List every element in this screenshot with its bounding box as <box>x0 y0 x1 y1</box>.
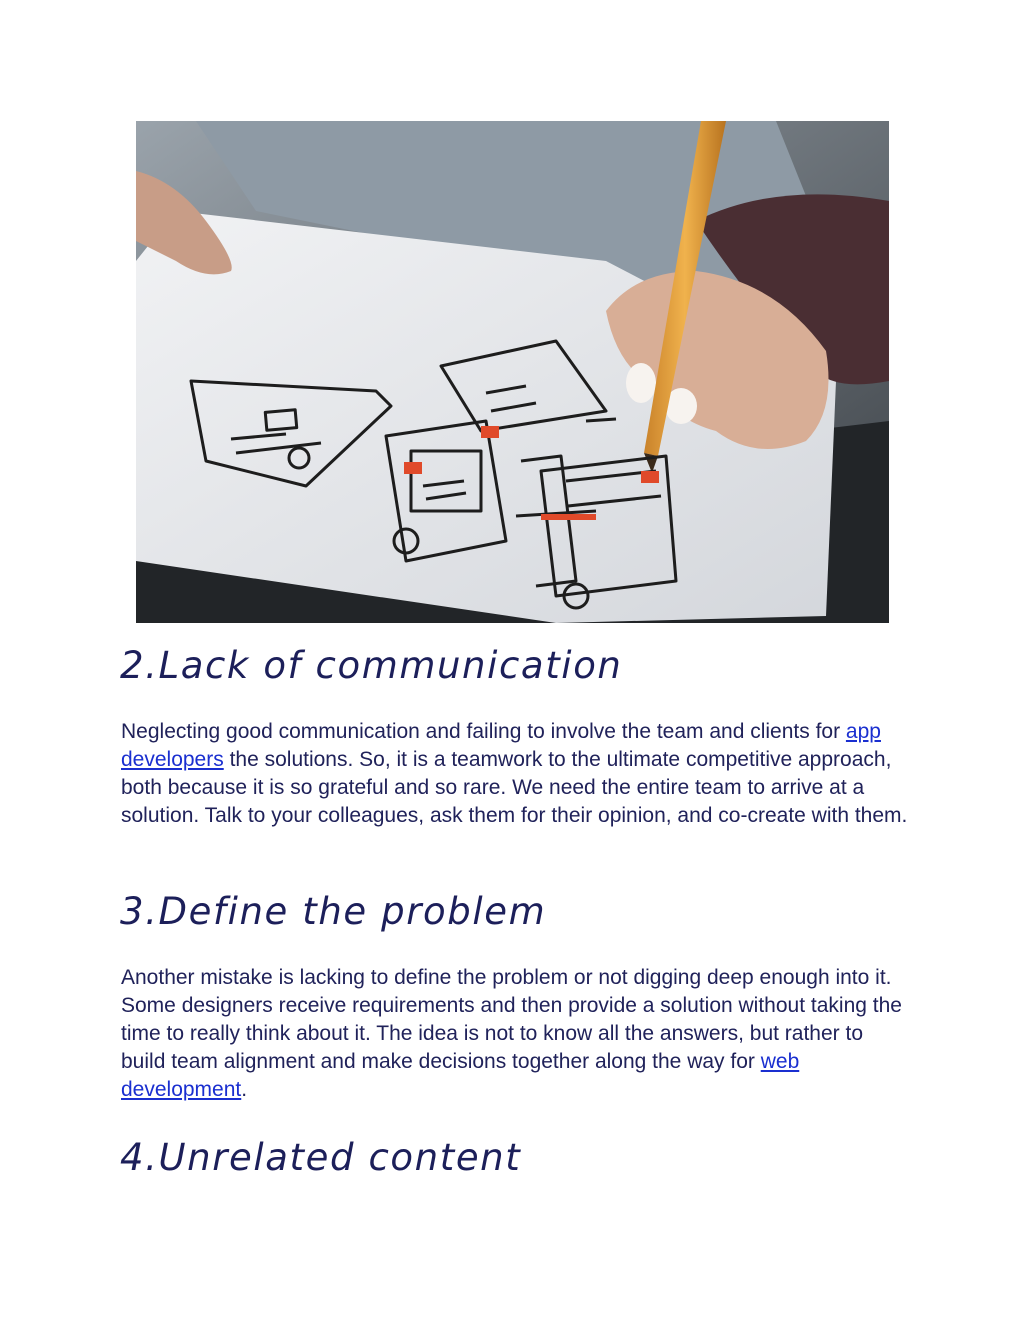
paragraph-text: Another mistake is lacking to define the problem or not digging deep enough into it. Some designers receive requirements and then provide a solution without taking the time to really think about it. The idea is not to know all the answers, but rather to build team alignment and make decisions together along the way for <box>121 966 902 1073</box>
section-paragraph-define-the-problem <box>121 964 911 1104</box>
section-heading-lack-of-communication: 2.Lack of communication <box>120 644 623 687</box>
wireframe-sketch-photo <box>136 121 889 623</box>
section-heading-unrelated-content: 4.Unrelated content <box>120 1136 522 1179</box>
paragraph-text: Neglecting good communication and failing to involve the team and clients for <box>121 720 846 743</box>
paragraph-text: the solutions. So, it is a teamwork to the ultimate competitive approach, both because it is so grateful and so rare. We need the entire team to arrive at a solution. Talk to your colleagues, ask them for their opinion, and co-create with them. <box>121 748 908 827</box>
web-development-link[interactable]: web development <box>121 1050 800 1101</box>
app-developers-link[interactable]: app developers <box>121 720 881 771</box>
section-paragraph-lack-of-communication <box>121 718 911 830</box>
paragraph-text: . <box>241 1078 248 1101</box>
section-heading-define-the-problem: 3.Define the problem <box>120 890 547 933</box>
